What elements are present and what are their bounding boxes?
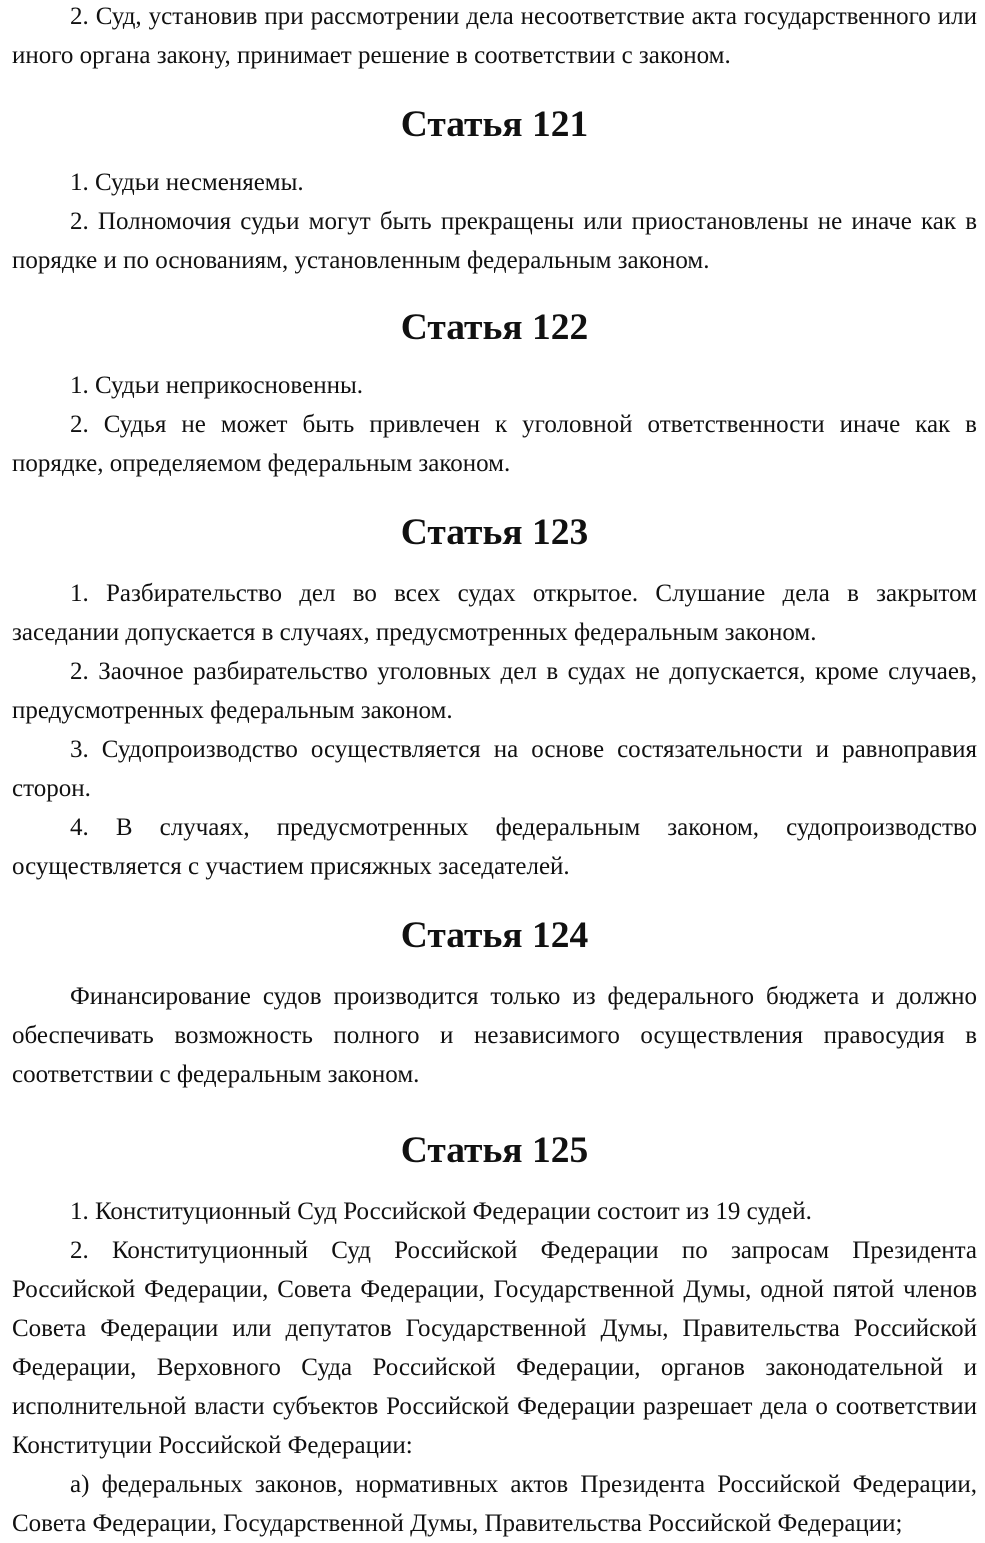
article-heading: Статья 121: [400, 104, 589, 145]
article-heading: Статья 124: [400, 915, 589, 956]
document-page: [12, 0, 977, 1543]
article-heading: Статья 125: [400, 1130, 589, 1171]
article-heading: Статья 122: [400, 307, 589, 348]
paragraph: 2. Полномочия судьи могут быть прекращены или приостановлены не иначе как в порядке и по основаниям, установленным федеральным законом.: [12, 208, 977, 274]
paragraph: 2. Конституционный Суд Российской Федерации по запросам Президента Российской Федерации, Совета Федерации, Государственной Думы, одной пятой членов Совета Федерации или депутатов Государственной Думы, Правительства Российской Федерации, Верховного Суда Российской Федерации, органов законодательной и исполнительной власти субъектов Российской Федерации разрешает дела о соответствии Конституции Российской Федерации:: [12, 1237, 977, 1459]
article-heading: Статья 123: [400, 512, 589, 553]
paragraph: 1. Конституционный Суд Российской Федерации состоит из 19 судей.: [70, 1198, 812, 1225]
paragraph: 1. Разбирательство дел во всех судах открытое. Слушание дела в закрытом заседании допускается в случаях, предусмотренных федеральным законом.: [12, 580, 977, 646]
paragraph: 2. Заочное разбирательство уголовных дел в судах не допускается, кроме случаев, предусмотренных федеральным законом.: [12, 658, 977, 724]
paragraph: 2. Судья не может быть привлечен к уголовной ответственности иначе как в порядке, определяемом федеральным законом.: [12, 411, 977, 477]
paragraph: а) федеральных законов, нормативных актов Президента Российской Федерации, Совета Федерации, Государственной Думы, Правительства Российской Федерации;: [12, 1471, 977, 1537]
paragraph: 2. Суд, установив при рассмотрении дела несоответствие акта государственного или иного органа закону, принимает решение в соответствии с законом.: [12, 3, 977, 69]
paragraph: 1. Судьи несменяемы.: [70, 169, 304, 196]
paragraph: Финансирование судов производится только из федерального бюджета и должно обеспечивать возможность полного и независимого осуществления правосудия в соответствии с федеральным законом.: [12, 983, 977, 1088]
paragraph: 4. В случаях, предусмотренных федеральным законом, судопроизводство осуществляется с участием присяжных заседателей.: [12, 814, 977, 880]
paragraph: 1. Судьи неприкосновенны.: [70, 372, 363, 399]
paragraph: 3. Судопроизводство осуществляется на основе состязательности и равноправия сторон.: [12, 736, 977, 802]
